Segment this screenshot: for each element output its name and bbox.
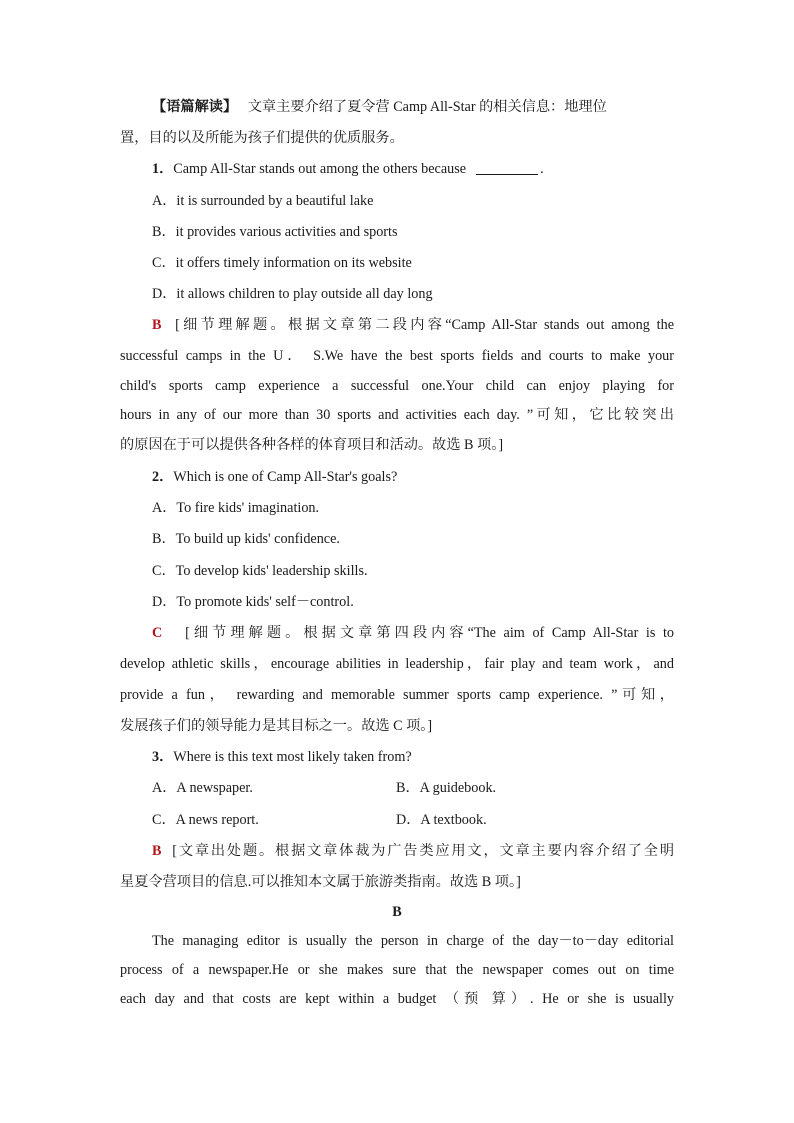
q3-explanation-line-1 [152, 840, 674, 862]
q1-explanation-line-1 [152, 314, 674, 336]
q3-stem [152, 746, 674, 768]
q3-answer: B [152, 843, 162, 859]
q2-stem-text: Which is one of Camp All-Star's goals? [173, 469, 398, 485]
q2-explanation-line-2: develop athletic skills，encourage abilities in leadership，fair play and team work，and [120, 656, 674, 672]
q2-option-c: C．To develop kids' leadership skills. [152, 563, 368, 579]
q1-option-c: C．it offers timely information on its website [152, 255, 412, 271]
intro-text-1: 文章主要介绍了夏令营 Camp All-Star 的相关信息：地理位 [247, 99, 607, 115]
q3-option-c: C．A news report. [152, 812, 259, 828]
q1-stem-text: Camp All-Star stands out among the others because [173, 161, 467, 177]
q1-stem [152, 158, 674, 180]
q1-explanation-line-5: 的原因在于可以提供各种各样的体育项目和活动。故选 B 项。] [120, 437, 504, 453]
q3-option-a: A．A newspaper. [152, 780, 253, 796]
q2-stem [152, 466, 674, 488]
q2-explanation-line-4: 发展孩子们的领导能力是其目标之一。故选 C 项。] [120, 718, 433, 734]
q1-number: 1． [152, 161, 174, 177]
q2-option-a: A．To fire kids' imagination. [152, 500, 320, 516]
q3-option-d: D．A textbook. [396, 812, 487, 828]
q2-option-b: B．To build up kids' confidence. [152, 531, 340, 547]
section-b-heading: B [392, 904, 402, 920]
q1-explanation-text-1: [细节理解题。根据文章第二段内容“Camp All-Star stands out among the [175, 317, 675, 333]
q2-explanation-line-1 [152, 622, 674, 644]
q3-option-b: B．A guidebook. [396, 780, 497, 796]
q2-number: 2． [152, 469, 174, 485]
q3-explanation-line-2: 星夏令营项目的信息.可以推知本文属于旅游类指南。故选 B 项。] [120, 874, 521, 890]
section-b-paragraph-line-3: each day and that costs are kept within a budget （预 算）. He or she is usually [120, 991, 674, 1007]
q3-explanation-text-1: [文章出处题。根据文章体裁为广告类应用文，文章主要内容介绍了全明 [172, 843, 675, 859]
intro-line-1 [152, 96, 674, 118]
section-b-paragraph-line-2: process of a newspaper.He or she makes sure that the newspaper comes out on time [120, 962, 674, 978]
q1-option-b: B．it provides various activities and sports [152, 224, 398, 240]
q1-explanation-line-4: hours in any of our more than 30 sports and activities each day. ”可知，它比较突出 [120, 407, 674, 423]
section-b-paragraph-line-1: The managing editor is usually the person in charge of the day－to－day editorial [152, 933, 674, 949]
intro-label: 【语篇解读】 [152, 99, 238, 115]
q1-stem-end: . [540, 161, 544, 177]
q1-answer: B [152, 317, 162, 333]
q2-answer: C [152, 625, 163, 641]
q1-explanation-line-2: successful camps in the U． S.We have the best sports fields and courts to make your [120, 348, 674, 364]
q1-option-d: D．it allows children to play outside all day long [152, 286, 433, 302]
q3-number: 3． [152, 749, 174, 765]
intro-line-2: 置，目的以及所能为孩子们提供的优质服务。 [120, 130, 404, 146]
q1-answer-blank [476, 160, 538, 175]
q3-stem-text: Where is this text most likely taken from? [173, 749, 412, 765]
q1-option-a: A．it is surrounded by a beautiful lake [152, 193, 374, 209]
q2-explanation-text-1: [细节理解题。根据文章第四段内容“The aim of Camp All-Star is to [185, 625, 675, 641]
q2-explanation-line-3: provide a fun， rewarding and memorable summer sports camp experience. ”可知， [120, 687, 674, 703]
q2-option-d: D．To promote kids' self－control. [152, 594, 354, 610]
q1-explanation-line-3: child's sports camp experience a successful one.Your child can enjoy playing for [120, 378, 674, 394]
